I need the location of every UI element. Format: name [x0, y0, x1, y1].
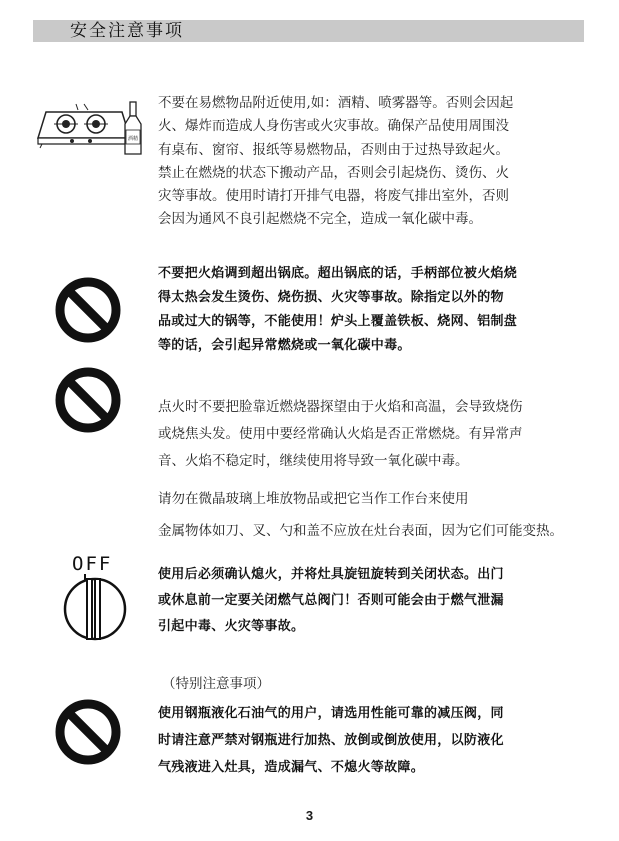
text-line: 不要在易燃物品附近使用,如：酒精、喷雾器等。否则会因起 [158, 95, 514, 111]
prohibition-icon [54, 698, 122, 766]
text-line: 请勿在微晶玻璃上堆放物品或把它当作工作台来使用 [158, 491, 469, 507]
bottle-label: 酒精 [127, 136, 139, 142]
prohibition-icon [54, 366, 122, 434]
text-line: 不要把火焰调到超出锅底。超出锅底的话，手柄部位被火焰烧 [158, 266, 518, 281]
prohibition-icon [54, 276, 122, 344]
text-line: 品或过大的锅等，不能使用！炉头上覆盖铁板、烧网、铝制盘 [158, 314, 518, 329]
text-line: 或休息前一定要关闭燃气总阀门！否则可能会由于燃气泄漏 [158, 593, 504, 608]
text-line: 点火时不要把脸靠近燃烧器探望由于火焰和高温，会导致烧伤 [158, 399, 523, 415]
page-number: 3 [305, 808, 314, 823]
text-line: 引起中毒、火灾等事故。 [158, 619, 305, 634]
bottle-icon [122, 100, 144, 156]
text-line: 得太热会发生烫伤、烧伤损、火灾等事故。除指定以外的物 [158, 290, 504, 305]
text-line: 灾等事故。使用时请打开排气电器，将废气排出室外，否则 [158, 188, 509, 205]
flammables-text [158, 92, 578, 232]
metal-warning [158, 520, 598, 543]
text-line: 音、火焰不稳定时，继续使用将导致一氧化碳中毒。 [158, 453, 469, 469]
special-text [158, 700, 578, 781]
text-line: 有桌布、窗帘、报纸等易燃物品，否则由于过热导致起火。 [158, 141, 509, 158]
ignition-text [158, 394, 578, 475]
special-heading [162, 673, 582, 696]
text-line: 使用钢瓶液化石油气的用户，请选用性能可靠的减压阀，同 [158, 706, 504, 721]
off-text [158, 562, 578, 640]
text-line: 使用后必须确认熄火，并将灶具旋钮旋转到关闭状态。出门 [158, 567, 504, 582]
text-line: 火、爆炸而造成人身伤害或火灾事故。确保产品使用周围没 [158, 118, 509, 135]
off-label: OFF [72, 553, 113, 575]
page-title: 安全注意事项 [70, 21, 184, 41]
knob-icon [60, 574, 130, 644]
text-line: 或烧焦头发。使用中要经常确认火焰是否正常燃烧。有异常声 [158, 426, 523, 442]
text-line: 气残液进入灶具，造成漏气、不熄火等故障。 [158, 760, 425, 775]
text-line: （特别注意事项） [162, 676, 270, 692]
glass-warning [158, 488, 578, 511]
text-line: 金属物体如刀、叉、勺和盖不应放在灶台表面，因为它们可能变热。 [158, 523, 563, 539]
text-line: 禁止在燃烧的状态下搬动产品，否则会引起烧伤、烫伤、火 [158, 164, 509, 181]
text-line: 时请注意严禁对钢瓶进行加热、放倒或倒放使用，以防液化 [158, 733, 504, 748]
text-line: 等的话，会引起异常燃烧或一氧化碳中毒。 [158, 338, 411, 353]
text-line: 会因为通风不良引起燃烧不完全，造成一氧化碳中毒。 [158, 211, 482, 228]
flame-size-text [158, 262, 578, 358]
